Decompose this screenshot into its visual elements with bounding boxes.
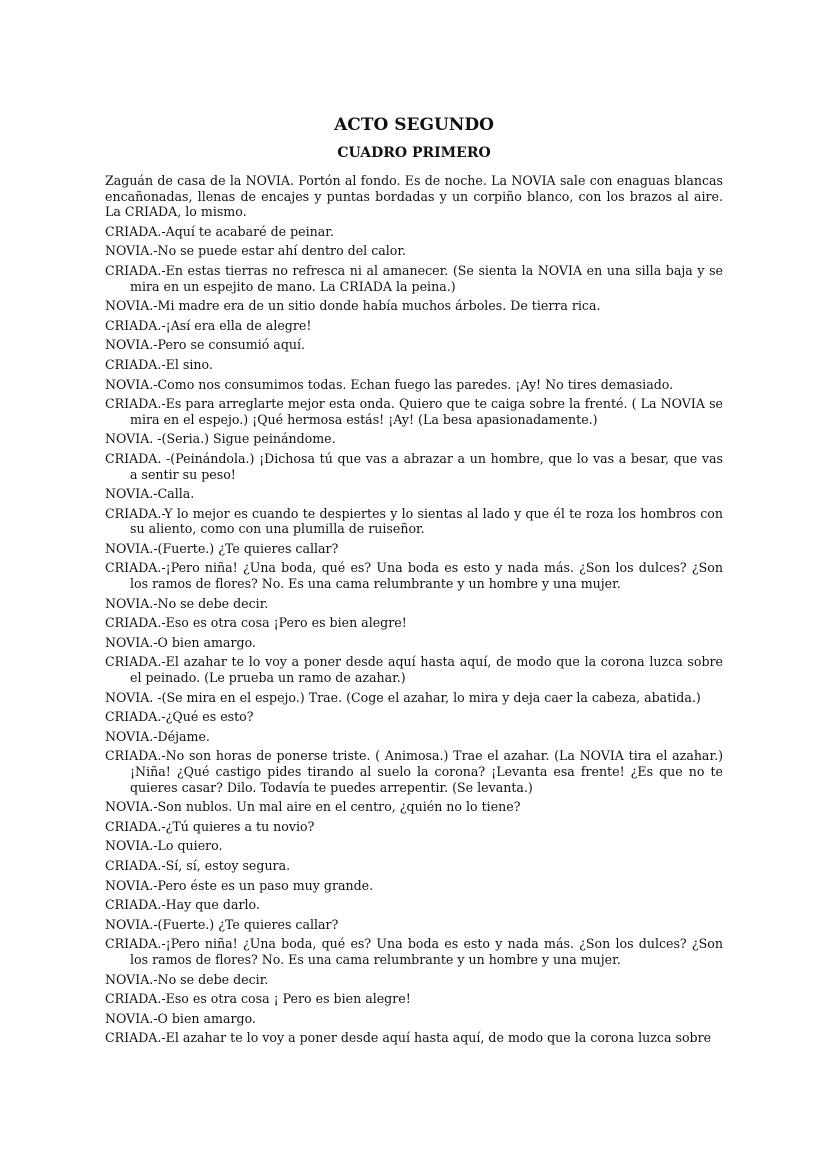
dialogue-line: NOVIA.-Pero se consumió aquí. <box>105 337 306 353</box>
dialogue-line: CRIADA.-Es para arreglarte mejor esta onda. Quiero que te caiga sobre la frenté. ( La NOVIA se mira en el espejo.) ¡Qué hermosa estás! ¡Ay! (La besa apasionadamente.) <box>105 396 723 427</box>
dialogue-line: NOVIA.-O bien amargo. <box>105 1010 256 1026</box>
scene-title: CUADRO PRIMERO <box>337 145 491 161</box>
stage-direction: Zaguán de casa de la NOVIA. Portón al fondo. Es de noche. La NOVIA sale con enaguas blancas encañonadas, llenas de encajes y puntas bordadas y un corpiño blanco, con los brazos al aire. La CRIADA, lo mismo. <box>105 173 723 220</box>
dialogue-line: NOVIA.-Son nublos. Un mal aire en el centro, ¿quién no lo tiene? <box>105 799 521 815</box>
dialogue-line: NOVIA.-Mi madre era de un sitio donde había muchos árboles. De tierra rica. <box>105 298 601 314</box>
dialogue-line: CRIADA.-¡Pero niña! ¿Una boda, qué es? Una boda es esto y nada más. ¿Son los dulces? ¿Son los ramos de flores? No. Es una cama relumbrante y un hombre y una mujer. <box>105 936 723 967</box>
dialogue-line: CRIADA.-Hay que darlo. <box>105 897 260 913</box>
dialogue-line: CRIADA.-Eso es otra cosa ¡ Pero es bien alegre! <box>105 991 411 1007</box>
dialogue-line: CRIADA.-No son horas de ponerse triste. ( Animosa.) Trae el azahar. (La NOVIA tira el azahar.) ¡Niña! ¿Qué castigo pides tirando al suelo la corona? ¡Levanta esa frente! ¿Es que no te quieres casar? Dilo. Todavía te puedes arrepentir. (Se levanta.) <box>105 748 723 795</box>
dialogue-line: CRIADA. -(Peinándola.) ¡Dichosa tú que vas a abrazar a un hombre, que lo vas a besar, que vas a sentir su peso! <box>105 450 723 482</box>
dialogue-line: CRIADA.-Sí, sí, estoy segura. <box>105 857 291 873</box>
dialogue-line: CRIADA.-Eso es otra cosa ¡Pero es bien alegre! <box>105 615 407 631</box>
dialogue-line: NOVIA.-Pero éste es un paso muy grande. <box>105 877 374 893</box>
dialogue-line: CRIADA.-Aquí te acabaré de peinar. <box>105 223 334 239</box>
dialogue-line: NOVIA.-Como nos consumimos todas. Echan fuego las paredes. ¡Ay! No tires demasiado. <box>105 376 674 392</box>
document-page <box>105 114 723 1050</box>
dialogue-line: NOVIA.-(Fuerte.) ¿Te quieres callar? <box>105 540 339 556</box>
dialogue-line: NOVIA.-(Fuerte.) ¿Te quieres callar? <box>105 916 339 932</box>
dialogue-line: CRIADA.-El azahar te lo voy a poner desde aquí hasta aquí, de modo que la corona luzca sobre el peinado. (Le prueba un ramo de azahar.) <box>105 654 723 686</box>
dialogue-line: CRIADA.-¿Tú quieres a tu novio? <box>105 818 315 834</box>
dialogue-line: CRIADA.-¿Qué es esto? <box>105 709 254 725</box>
dialogue-line: CRIADA.-Y lo mejor es cuando te despiertes y lo sientas al lado y que él te roza los hombros con su aliento, como con una plumilla de ruiseñor. <box>105 505 723 537</box>
dialogue-line: CRIADA.-¡Así era ella de alegre! <box>105 317 312 333</box>
dialogue-line: NOVIA.-Déjame. <box>105 728 210 744</box>
dialogue-line: CRIADA.-En estas tierras no refresca ni al amanecer. (Se sienta la NOVIA en una silla baja y se mira en un espejito de mano. La CRIADA la peina.) <box>105 262 723 294</box>
dialogue-line: NOVIA.-No se debe decir. <box>105 595 269 611</box>
dialogue-line: NOVIA.-Calla. <box>105 486 195 502</box>
act-title: ACTO SEGUNDO <box>334 115 494 135</box>
dialogue <box>105 224 723 1046</box>
dialogue-line: NOVIA.-O bien amargo. <box>105 634 256 650</box>
dialogue-line: NOVIA. -(Se mira en el espejo.) Trae. (Coge el azahar, lo mira y deja caer la cabeza, abatida.) <box>105 689 701 705</box>
dialogue-line: CRIADA.-¡Pero niña! ¿Una boda, qué es? Una boda es esto y nada más. ¿Son los dulces? ¿Son los ramos de flores? No. Es una cama relumbrante y un hombre y una mujer. <box>105 560 723 592</box>
dialogue-line: NOVIA.-No se debe decir. <box>105 971 269 987</box>
dialogue-line: CRIADA.-El sino. <box>105 356 213 372</box>
dialogue-line: NOVIA.-No se puede estar ahí dentro del calor. <box>105 243 407 259</box>
dialogue-line: CRIADA.-El azahar te lo voy a poner desde aquí hasta aquí, de modo que la corona luzca sobre <box>105 1030 712 1046</box>
dialogue-line: NOVIA.-Lo quiero. <box>105 838 223 854</box>
dialogue-line: NOVIA. -(Seria.) Sigue peinándome. <box>105 431 336 447</box>
